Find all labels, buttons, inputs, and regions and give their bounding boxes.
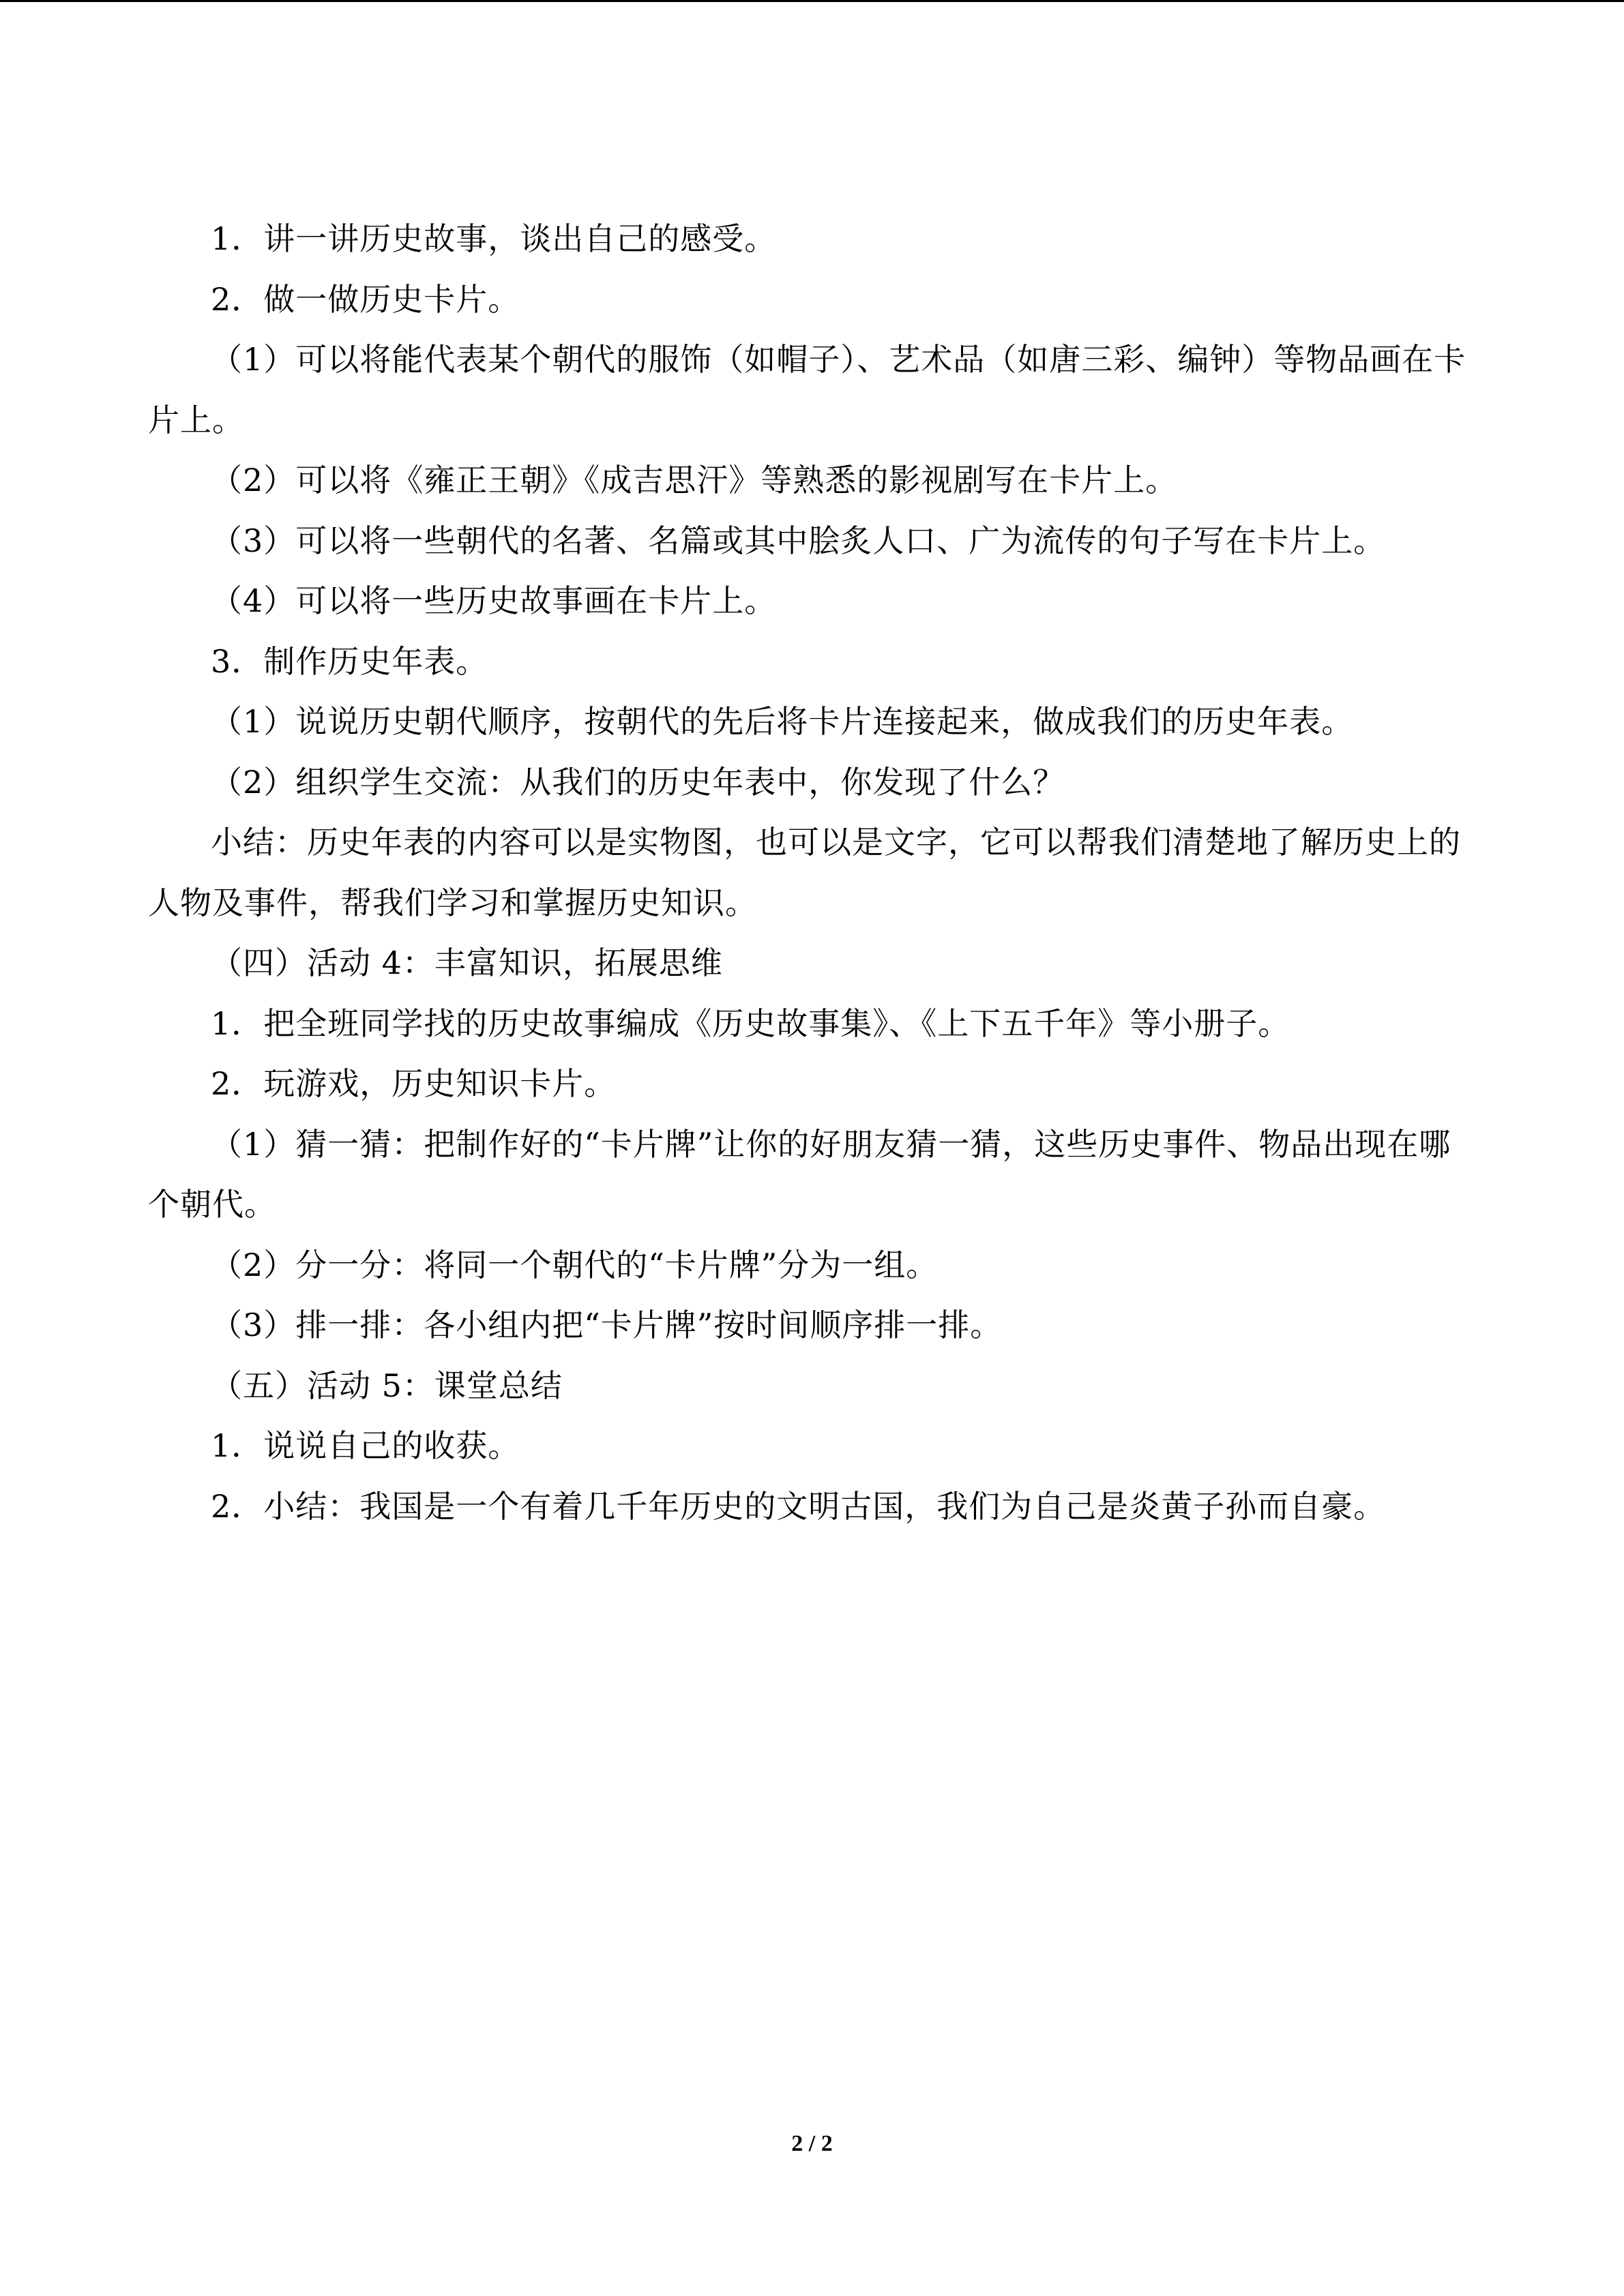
section-heading-activity-4: （四）活动 4：丰富知识，拓展思维 [211,944,723,981]
paragraph-4: （2）可以将《雍正王朝》《成吉思汗》等熟悉的影视剧写在卡片上。 [211,462,1178,498]
section-heading-activity-5: （五）活动 5：课堂总结 [211,1367,563,1404]
paragraph-19: 2．小结：我国是一个有着几千年历史的文明古国，我们为自己是炎黄子孙而自豪。 [211,1487,1386,1525]
paragraph-12: 1．把全班同学找的历史故事编成《历史故事集》、《上下五千年》等小册子。 [211,1004,1290,1042]
document-body [148,209,1478,1536]
paragraph-3: （1）可以将能代表某个朝代的服饰（如帽子）、艺术品（如唐三彩、编钟）等物品画在卡片上。 [148,341,1466,438]
paragraph-9: （2）组织学生交流：从我们的历史年表中，你发现了什么？ [211,763,1065,801]
paragraph-1: 1．讲一讲历史故事，谈出自己的感受。 [211,220,777,257]
paragraph-13: 2．玩游戏，历史知识卡片。 [211,1065,617,1102]
paragraph-18: 1．说说自己的收获。 [211,1427,520,1464]
paragraph-8: （1）说说历史朝代顺序，按朝代的先后将卡片连接起来，做成我们的历史年表。 [211,703,1354,740]
paragraph-5: （3）可以将一些朝代的名著、名篇或其中脍炙人口、广为流传的句子写在卡片上。 [211,522,1386,559]
paragraph-7: 3．制作历史年表。 [211,642,488,680]
paragraph-15: （2）分一分：将同一个朝代的“卡片牌”分为一组。 [211,1246,939,1283]
paragraph-6: （4）可以将一些历史故事画在卡片上。 [211,582,777,619]
paragraph-16: （3）排一排：各小组内把“卡片牌”按时间顺序排一排。 [211,1307,1003,1343]
page-top-border [0,0,1624,2]
paragraph-2: 2．做一做历史卡片。 [211,280,520,318]
paragraph-14: （1）猜一猜：把制作好的“卡片牌”让你的好朋友猜一猜，这些历史事件、物品出现在哪个朝代。 [148,1125,1451,1223]
paragraph-10: 小结：历史年表的内容可以是实物图，也可以是文字，它可以帮我们清楚地了解历史上的人物及事件，帮我们学习和掌握历史知识。 [148,824,1461,921]
page-number: 2 / 2 [791,2131,833,2156]
